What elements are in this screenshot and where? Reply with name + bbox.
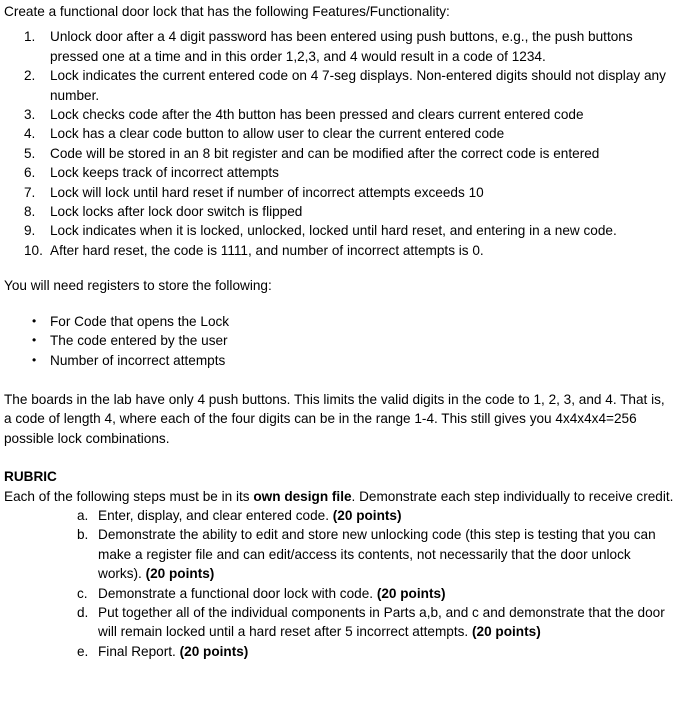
feature-number: 4.	[24, 126, 36, 142]
register-text: For Code that opens the Lock	[50, 313, 230, 329]
rubric-heading	[4, 467, 676, 486]
feature-text: Lock checks code after the 4th button has been pressed and clears current entered code	[50, 107, 584, 123]
rubric-item	[4, 584, 676, 603]
rubric-heading-text: RUBRIC	[4, 469, 57, 485]
rubric-item	[4, 506, 676, 525]
rubric-item	[4, 642, 676, 661]
rubric-letter: a.	[77, 507, 89, 523]
rubric-intro-bold: own design file	[253, 488, 352, 504]
rubric-points: (20 points)	[472, 624, 541, 640]
features-list	[4, 27, 676, 260]
rubric-letter: b.	[77, 527, 89, 543]
feature-number: 7.	[24, 184, 36, 200]
register-item	[4, 312, 676, 331]
feature-number: 1.	[24, 29, 36, 45]
feature-item	[4, 66, 676, 105]
rubric-item-text: Enter, display, and clear entered code.	[98, 507, 333, 523]
register-text: Number of incorrect attempts	[50, 352, 226, 368]
registers-intro: You will need registers to store the following:	[4, 278, 272, 294]
feature-item	[4, 221, 676, 240]
rubric-item	[4, 525, 676, 583]
rubric-intro	[4, 487, 676, 506]
rubric-list	[4, 506, 676, 661]
feature-item	[4, 27, 676, 66]
feature-text: Lock keeps track of incorrect attempts	[50, 165, 279, 181]
rubric-item	[4, 603, 676, 642]
register-item	[4, 351, 676, 370]
rubric-item-text: Demonstrate the ability to edit and store new unlocking code (this step is testing that you can make a register file and can edit/access its contents, not necessarily that the door unlock works).	[98, 527, 656, 582]
rubric-intro-tail: . Demonstrate each step individually to receive credit.	[351, 488, 674, 504]
rubric-intro-text: Each of the following steps must be in its	[4, 488, 254, 504]
boards-paragraph: The boards in the lab have only 4 push buttons. This limits the valid digits in the code to 1, 2, 3, and 4. That is, a code of length 4, where each of the four digits can be in the range 1-4. This still gives you 4x4x4x4=256 possible lock combinations.	[4, 391, 665, 446]
feature-item	[4, 183, 676, 202]
rubric-points: (20 points)	[376, 585, 446, 601]
rubric-letter: d.	[77, 604, 89, 620]
feature-number: 9.	[24, 223, 36, 239]
feature-item	[4, 202, 676, 221]
feature-item	[4, 163, 676, 182]
feature-number: 10.	[24, 242, 43, 258]
feature-number: 5.	[24, 145, 36, 161]
register-text: The code entered by the user	[50, 333, 228, 349]
feature-item	[4, 105, 676, 124]
document-page	[4, 0, 676, 661]
bullet-icon: •	[32, 333, 37, 348]
feature-text: Lock indicates when it is locked, unlocked, locked until hard reset, and entering in a new code.	[50, 223, 617, 239]
rubric-points: (20 points)	[179, 643, 249, 659]
rubric-item-text: Final Report.	[98, 643, 180, 659]
feature-item	[4, 144, 676, 163]
rubric-item-text: Put together all of the individual components in Parts a,b, and c and demonstrate that the door will remain locked until a hard reset after 5 incorrect attempts.	[98, 604, 665, 640]
feature-number: 2.	[24, 68, 36, 84]
rubric-letter: c.	[77, 585, 88, 601]
feature-text: Lock locks after lock door switch is flipped	[50, 204, 303, 220]
rubric-item-text: Demonstrate a functional door lock with code.	[98, 585, 377, 601]
register-item	[4, 331, 676, 350]
rubric-points: (20 points)	[145, 566, 215, 582]
registers-list	[4, 312, 676, 370]
intro-text: Create a functional door lock that has the following Features/Functionality:	[4, 4, 450, 19]
feature-number: 6.	[24, 165, 36, 181]
feature-number: 8.	[24, 204, 36, 220]
rubric-letter: e.	[77, 643, 89, 659]
feature-text: Unlock door after a 4 digit password has been entered using push buttons, e.g., the push buttons pressed one at a time and in this order 1,2,3, and 4 would result in a code of 1234.	[50, 29, 633, 64]
feature-text: After hard reset, the code is 1111, and number of incorrect attempts is 0.	[50, 242, 484, 258]
rubric-points: (20 points)	[332, 507, 402, 523]
feature-item	[4, 241, 676, 260]
feature-number: 3.	[24, 107, 36, 123]
feature-text: Lock has a clear code button to allow user to clear the current entered code	[50, 126, 505, 142]
feature-item	[4, 124, 676, 143]
bullet-icon: •	[32, 313, 37, 328]
feature-text: Lock indicates the current entered code on 4 7-seg displays. Non-entered digits should not display any number.	[50, 68, 666, 103]
feature-text: Lock will lock until hard reset if number of incorrect attempts exceeds 10	[50, 184, 484, 200]
feature-text: Code will be stored in an 8 bit register and can be modified after the correct code is entered	[50, 145, 600, 161]
bullet-icon: •	[32, 352, 37, 367]
